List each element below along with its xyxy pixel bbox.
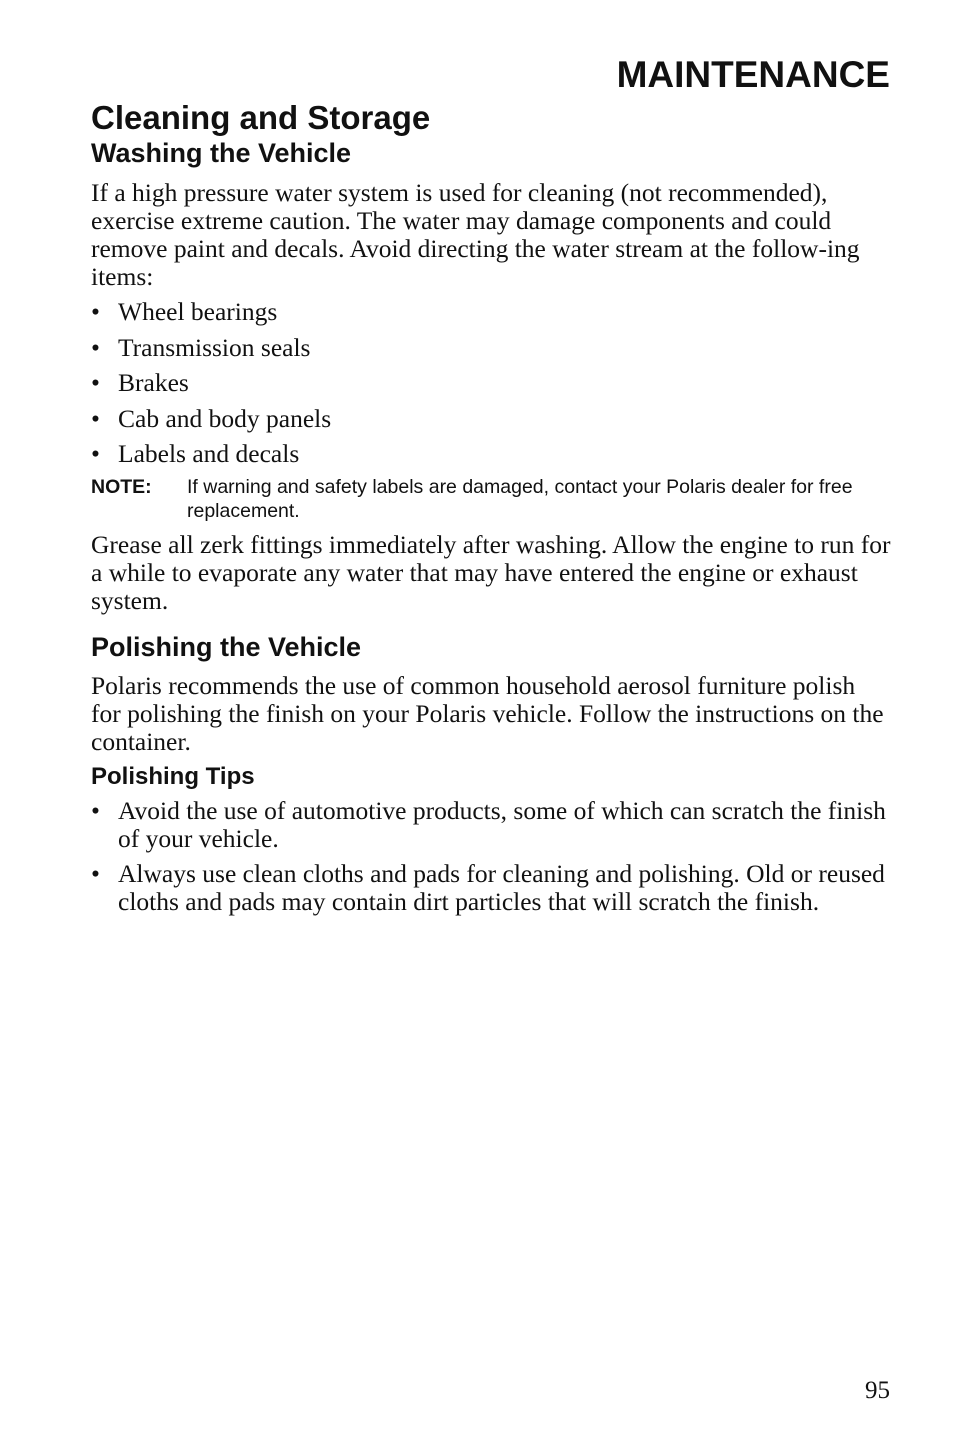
washing-intro: If a high pressure water system is used for cleaning (not recommended), exercise extreme caution. The water may damage components and could remove paint and decals. Avoid directing the water stream at the follow-ing items:: [91, 178, 860, 291]
bullet-icon: •: [91, 439, 100, 468]
bullet-icon: •: [91, 368, 100, 397]
page-content: [91, 98, 891, 916]
page-number: 95: [865, 1377, 890, 1404]
page-title: Cleaning and Storage: [91, 99, 431, 136]
bullet-icon: •: [91, 859, 100, 888]
note-label: NOTE:: [91, 476, 152, 498]
list-item: [91, 860, 891, 916]
list-item: [91, 334, 891, 362]
washing-heading: Washing the Vehicle: [91, 138, 352, 168]
list-item: [91, 298, 891, 326]
washing-items-list: [91, 298, 891, 468]
polishing-tips-list: [91, 797, 891, 916]
polishing-intro: Polaris recommends the use of common household aerosol furniture polish for polishing the finish on your Polaris vehicle. Follow the instructions on the container.: [91, 671, 884, 756]
note-text: If warning and safety labels are damaged, contact your Polaris dealer for free replacement.: [187, 476, 853, 522]
bullet-icon: •: [91, 332, 100, 362]
list-item-text: Labels and decals: [118, 439, 300, 468]
washing-after-text: Grease all zerk fittings immediately after washing. Allow the engine to run for a while to evaporate any water that may have entered the engine or exhaust system.: [91, 530, 891, 615]
polishing-tips-heading: Polishing Tips: [91, 763, 255, 790]
section-title: MAINTENANCE: [616, 54, 890, 95]
list-item-text: Brakes: [118, 368, 189, 397]
list-item-text: Cab and body panels: [118, 403, 332, 433]
list-item: [91, 440, 891, 468]
bullet-icon: •: [91, 403, 100, 433]
list-item-text: Wheel bearings: [118, 297, 278, 326]
list-item-text: Avoid the use of automotive products, some of which can scratch the finish of your vehicle.: [118, 796, 886, 853]
bullet-icon: •: [91, 796, 100, 825]
list-item-text: Always use clean cloths and pads for cleaning and polishing. Old or reused cloths and pads may contain dirt particles that will scratch the finish.: [118, 859, 885, 916]
list-item: [91, 797, 891, 853]
bullet-icon: •: [91, 297, 100, 326]
note: [91, 475, 891, 523]
list-item: [91, 369, 891, 397]
list-item: [91, 405, 891, 433]
list-item-text: Transmission seals: [118, 332, 311, 362]
polishing-heading: Polishing the Vehicle: [91, 632, 362, 662]
